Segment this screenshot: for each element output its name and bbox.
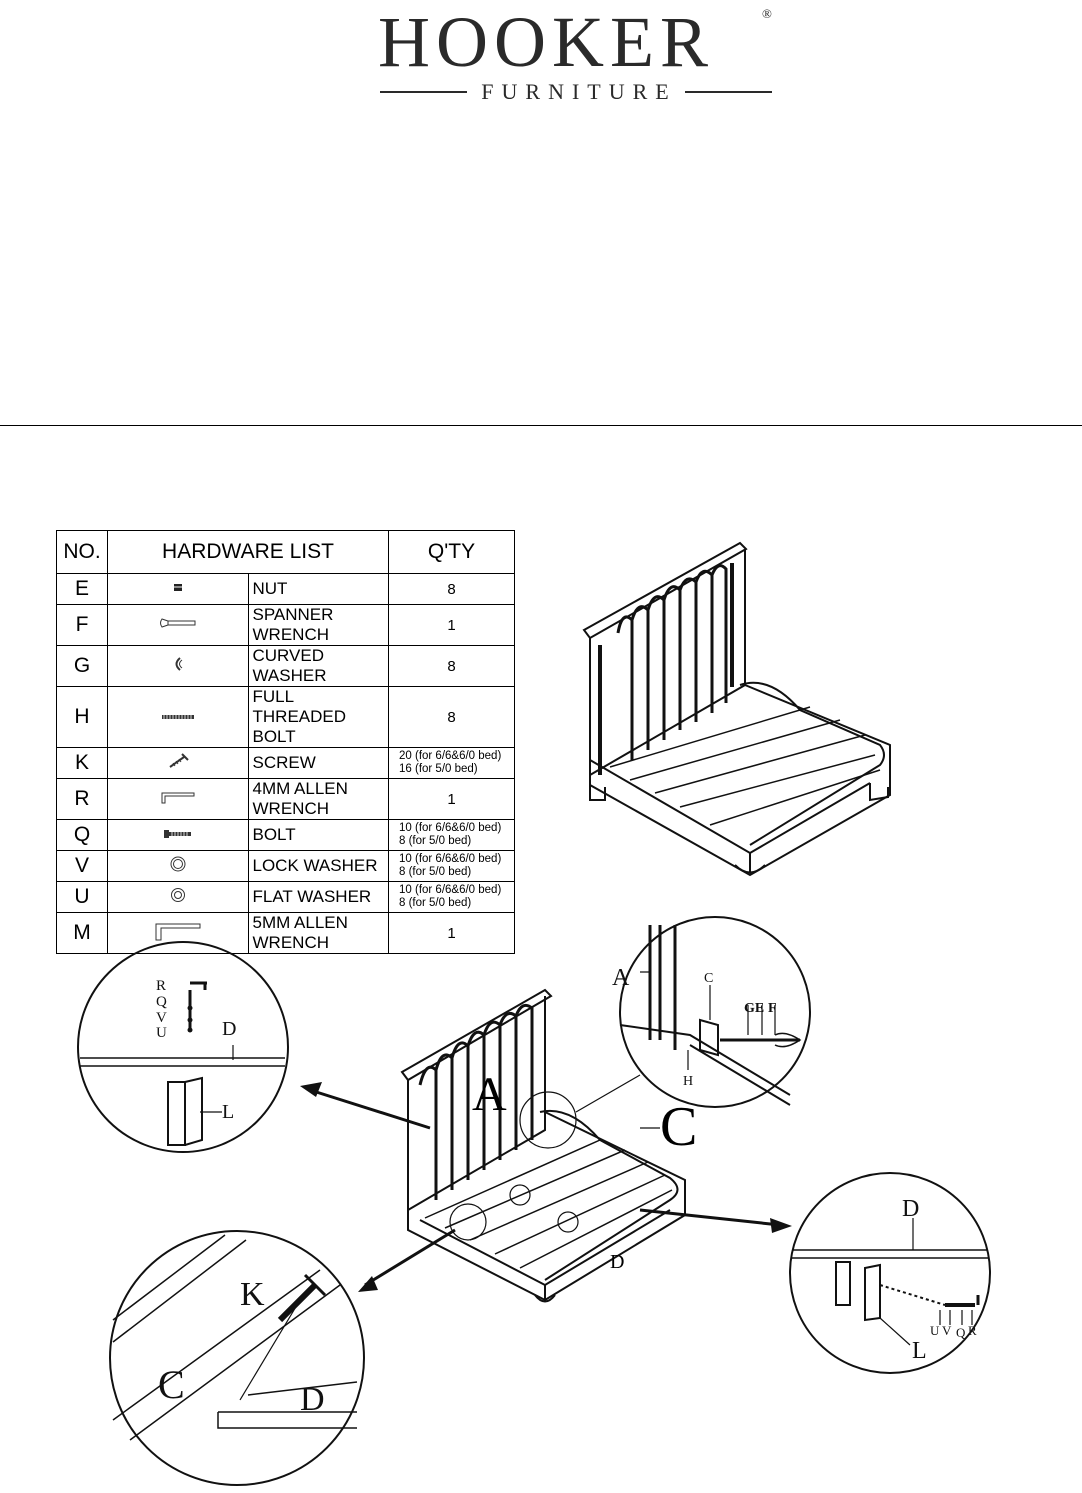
- bolt-icon: [108, 820, 249, 851]
- bl-label-c: C: [158, 1362, 185, 1407]
- row-no: E: [57, 574, 108, 605]
- row-qty: 8: [389, 646, 515, 687]
- qty-line: 8 (for 5/0 bed): [399, 866, 472, 878]
- tl-label-d: D: [222, 1018, 237, 1040]
- row-qty: 8: [389, 574, 515, 605]
- row-qty: 1: [389, 913, 515, 954]
- brand-rule-left: [380, 91, 467, 93]
- header-list: HARDWARE LIST: [108, 531, 389, 574]
- br-label-v: V: [942, 1323, 952, 1338]
- row-no: K: [57, 748, 108, 779]
- hardware-table-header: [57, 531, 515, 574]
- row-name: SPANNER WRENCH: [248, 605, 389, 646]
- qty-line: 8 (for 5/0 bed): [399, 835, 472, 847]
- table-row: [57, 574, 515, 605]
- tl-label-q: Q: [156, 994, 167, 1010]
- row-name: CURVED WASHER: [248, 646, 389, 687]
- row-qty: [389, 820, 515, 851]
- row-name: LOCK WASHER: [248, 851, 389, 882]
- tr-label-ge: GE: [744, 1001, 765, 1016]
- table-row: [57, 748, 515, 779]
- br-label-d: D: [902, 1196, 920, 1222]
- lock-washer-icon: [108, 851, 249, 882]
- brand-logo: [0, 0, 1082, 110]
- main-label-c: C: [660, 1096, 698, 1158]
- screw-icon: [108, 748, 249, 779]
- tl-label-u: U: [156, 1025, 167, 1041]
- row-no: M: [57, 913, 108, 954]
- br-label-u: U: [930, 1323, 940, 1338]
- table-row: [57, 605, 515, 646]
- qty-line: 10 (for 6/6&6/0 bed): [399, 884, 502, 896]
- tr-label-c: C: [704, 971, 714, 986]
- br-label-q: Q: [956, 1325, 966, 1340]
- table-row: [57, 779, 515, 820]
- row-no: F: [57, 605, 108, 646]
- row-no: H: [57, 687, 108, 748]
- bed-overview-illustration: [570, 535, 900, 880]
- row-name: SCREW: [248, 748, 389, 779]
- row-name: 5MM ALLEN WRENCH: [248, 913, 389, 954]
- qty-line: 8 (for 5/0 bed): [399, 897, 472, 909]
- qty-line: 20 (for 6/6&6/0 bed): [399, 750, 502, 762]
- table-row: [57, 646, 515, 687]
- tl-label-l: L: [222, 1101, 235, 1123]
- qty-line: 16 (for 5/0 bed): [399, 763, 478, 775]
- row-qty: [389, 748, 515, 779]
- nut-icon: [108, 574, 249, 605]
- brand-subtitle-text: FURNITURE: [481, 79, 677, 104]
- main-label-a: A: [472, 1068, 507, 1121]
- brand-subtitle: [380, 80, 772, 104]
- row-no: U: [57, 882, 108, 913]
- threaded-bolt-icon: [108, 687, 249, 748]
- row-qty: 8: [389, 687, 515, 748]
- brand-name: HOOKER: [378, 2, 714, 82]
- page-divider: [0, 425, 1082, 426]
- row-name: FULL THREADED BOLT: [248, 687, 389, 748]
- allen-wrench-icon: [108, 779, 249, 820]
- row-no: R: [57, 779, 108, 820]
- header-qty: Q'TY: [389, 531, 515, 574]
- row-qty: [389, 851, 515, 882]
- br-label-r: R: [968, 1323, 977, 1338]
- row-name: FLAT WASHER: [248, 882, 389, 913]
- table-row: [57, 851, 515, 882]
- main-label-d: D: [610, 1251, 625, 1273]
- tr-label-a: A: [612, 965, 630, 991]
- br-label-l: L: [912, 1338, 927, 1364]
- bl-label-k: K: [240, 1276, 265, 1313]
- tl-label-v: V: [156, 1010, 167, 1026]
- row-no: Q: [57, 820, 108, 851]
- row-no: G: [57, 646, 108, 687]
- brand-rule-right: [685, 91, 772, 93]
- spanner-wrench-icon: [108, 605, 249, 646]
- qty-line: 10 (for 6/6&6/0 bed): [399, 853, 502, 865]
- row-no: V: [57, 851, 108, 882]
- curved-washer-icon: [108, 646, 249, 687]
- qty-line: 10 (for 6/6&6/0 bed): [399, 822, 502, 834]
- header-no: NO.: [57, 531, 108, 574]
- bl-label-d: D: [300, 1381, 325, 1418]
- row-name: 4MM ALLEN WRENCH: [248, 779, 389, 820]
- tr-label-f: F: [768, 1001, 777, 1016]
- row-qty: 1: [389, 779, 515, 820]
- table-row: [57, 820, 515, 851]
- brand-registered-mark: ®: [762, 6, 772, 21]
- tl-label-r: R: [156, 978, 167, 994]
- row-qty: 1: [389, 605, 515, 646]
- table-row: [57, 687, 515, 748]
- row-name: NUT: [248, 574, 389, 605]
- assembly-diagram: [0, 890, 1082, 1490]
- row-name: BOLT: [248, 820, 389, 851]
- tr-label-h: H: [683, 1074, 694, 1089]
